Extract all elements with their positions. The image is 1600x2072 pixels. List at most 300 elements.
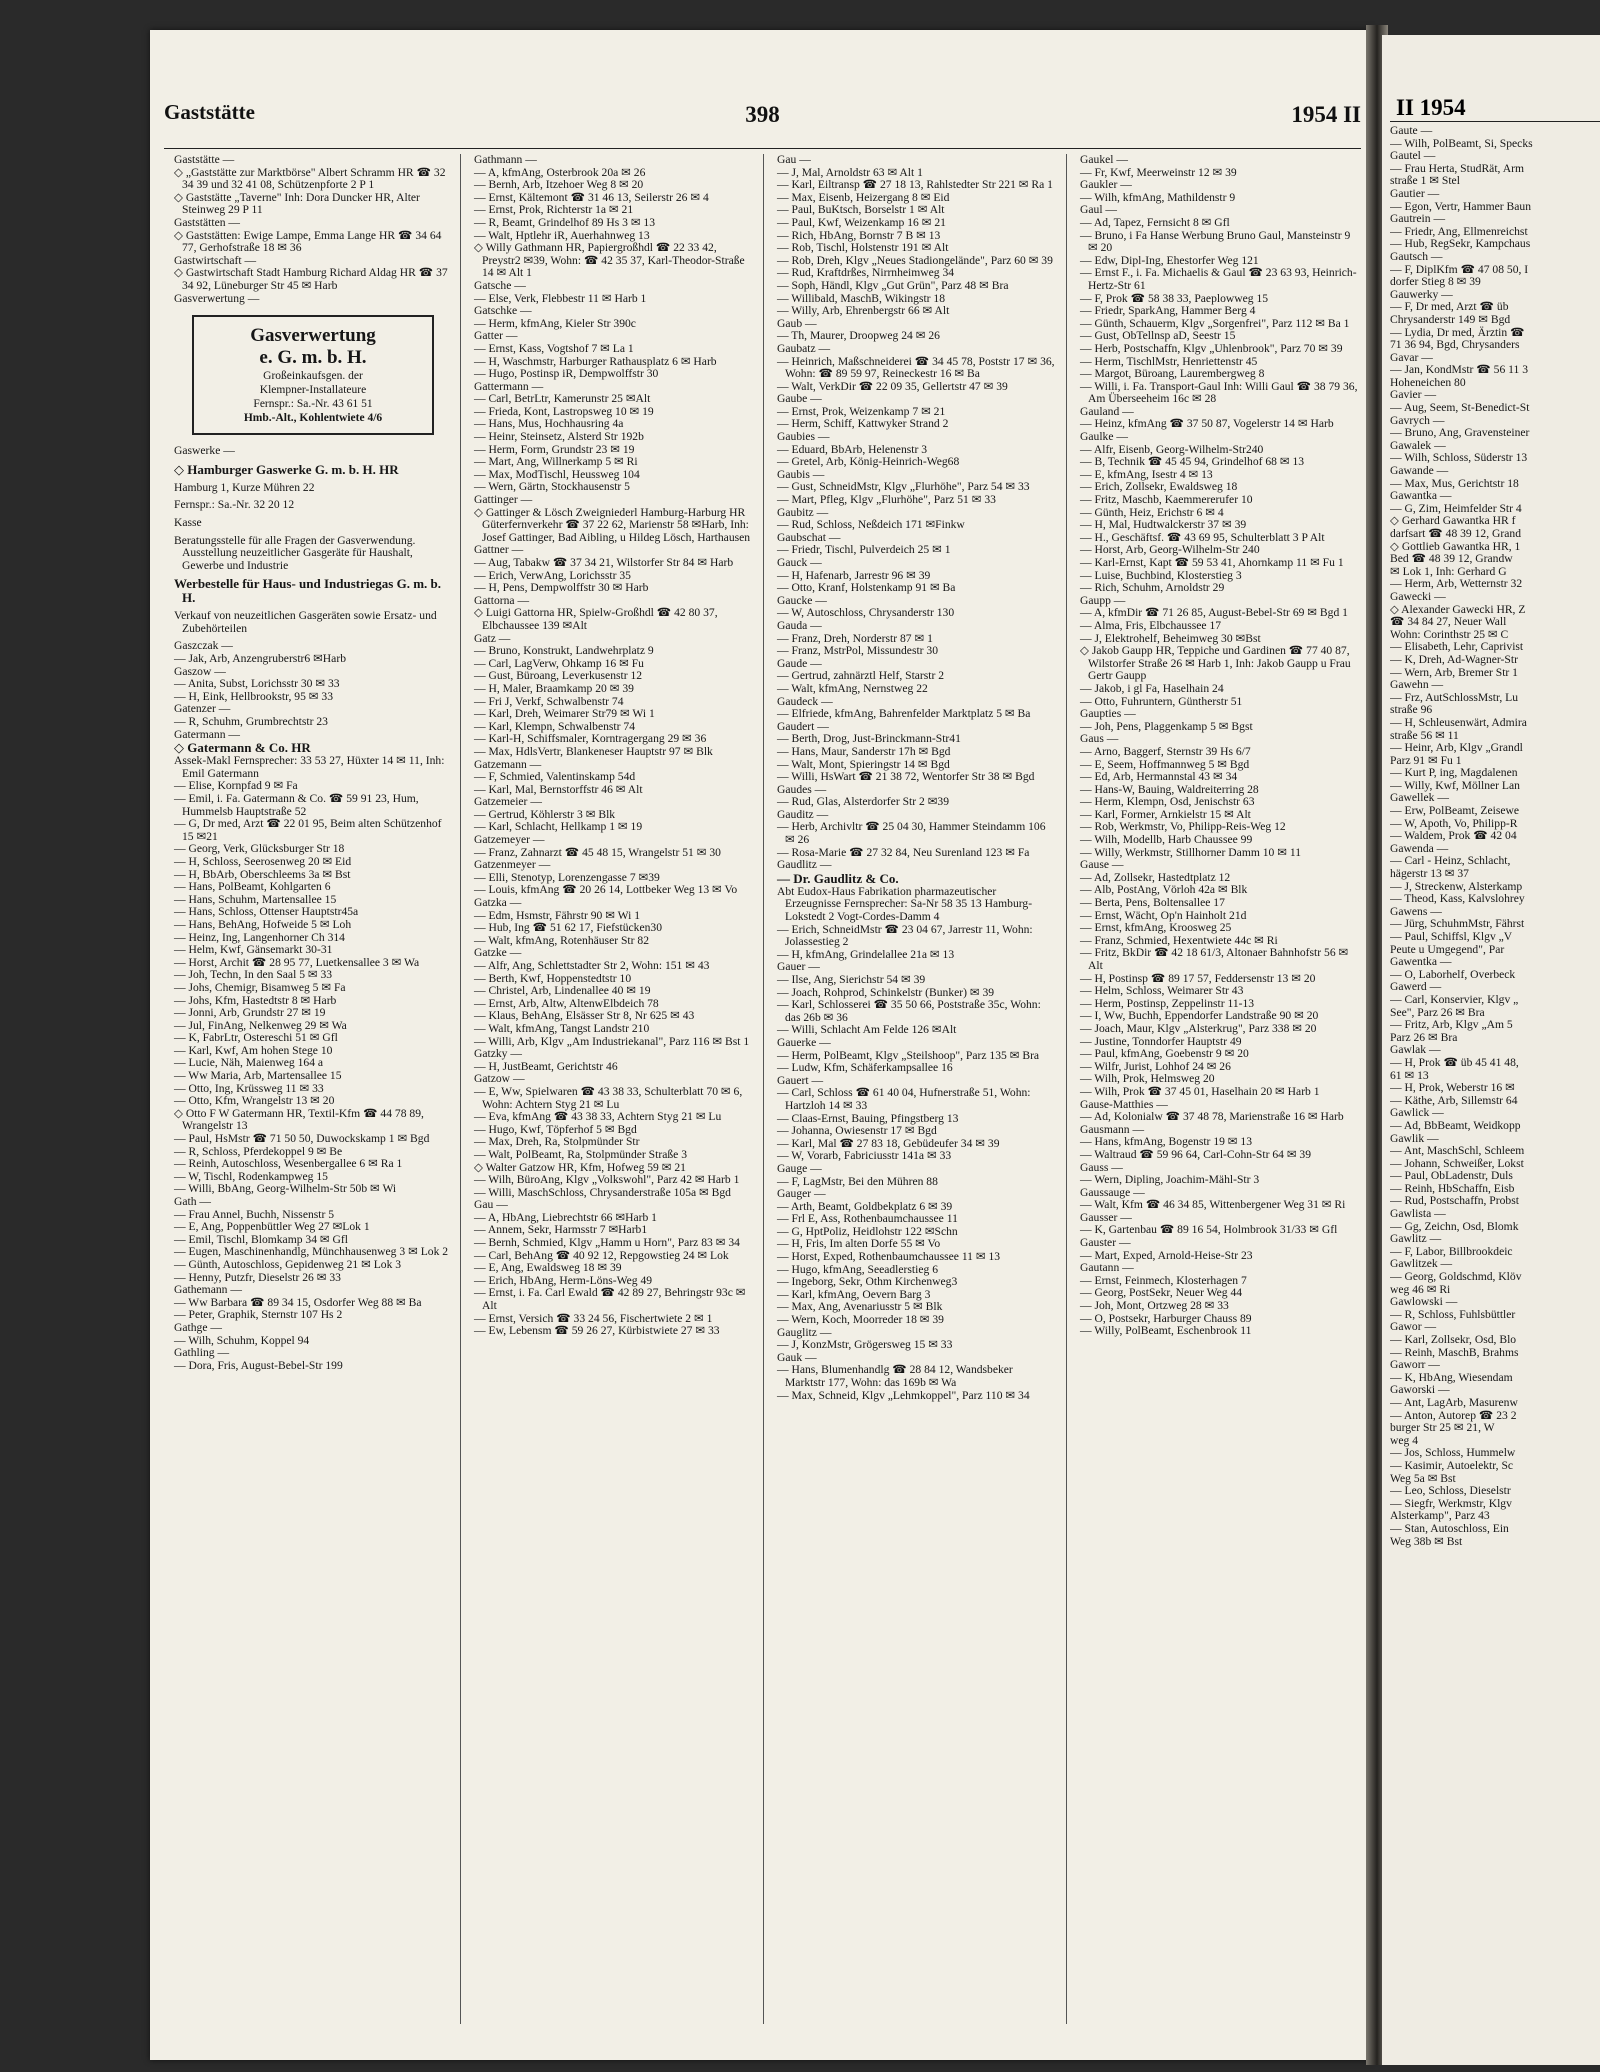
facing-entry: Gawor — (1390, 1320, 1437, 1334)
surname-heading: Gaubitz — (777, 505, 829, 519)
directory-entry: — H, Maler, Braamkamp 20 ✉ 39 (474, 681, 634, 695)
directory-entry: — Günth, Schauerm, Klgv „Sorgenfrei", Parz 112 ✉ Ba 1 (1080, 316, 1350, 330)
directory-entry: ◇ Otto F W Gatermann HR, Textil-Kfm ☎ 44 78 89, Wrangelstr 13 (174, 1106, 424, 1133)
surname-heading: Gatermann — (174, 727, 240, 741)
directory-entry: — Otto, Kfm, Wrangelstr 13 ✉ 20 (174, 1094, 335, 1108)
facing-entry: Gawlick — (1390, 1106, 1444, 1120)
directory-entry: — Joh, Pens, Plaggenkamp 5 ✉ Bgst (1080, 719, 1253, 733)
facing-entry: See", Parz 26 ✉ Bra (1390, 1005, 1485, 1019)
directory-entry: — E, Ang, Ewaldsweg 18 ✉ 39 (474, 1261, 622, 1275)
facing-entry: — Friedr, Ang, Ellmenreichst (1390, 224, 1528, 238)
facing-entry: — Wilh, Schloss, Süderstr 13 (1390, 451, 1528, 465)
surname-heading: Gauerke — (777, 1035, 831, 1049)
surname-heading: Gauditz — (777, 807, 829, 821)
surname-heading: Gaubis — (777, 467, 825, 481)
surname-heading: Gaukel — (1080, 153, 1128, 166)
directory-entry: — Joh, Mont, Ortzweg 28 ✉ 33 (1080, 1299, 1229, 1313)
facing-entry: — Anton, Autorep ☎ 23 2 (1390, 1408, 1517, 1422)
directory-entry: — Emil, Tischl, Blomkamp 34 ✉ Gfl (174, 1232, 348, 1246)
directory-entry: — Reinh, Autoschloss, Wesenbergallee 6 ✉ Ra 1 (174, 1157, 403, 1171)
ad-line4: Hmb.-Alt., Kohlentwiete 4/6 (243, 412, 383, 425)
directory-entry: — Max, Eisenb, Heizergang 8 ✉ Eid (777, 190, 950, 204)
directory-entry: ◇ Gaststätten: Ewige Lampe, Emma Lange HR ☎ 34 64 77, Gerhofstraße 18 ✉ 36 (174, 228, 442, 255)
surname-heading: Gauck — (777, 556, 822, 569)
facing-entry: Gawellek — (1390, 791, 1449, 805)
surname-heading: Gau — (474, 1198, 508, 1212)
directory-entry: Werbestelle für Haus- und Industriegas G. m. b. H. (174, 576, 442, 606)
surname-heading: Gathmann — (474, 153, 537, 166)
directory-entry: — Gust, SchneidMstr, Klgv „Flurhöhe", Parz 54 ✉ 33 (777, 480, 1030, 494)
directory-entry: — Rud, Kraftdrßes, Nirrnheimweg 34 (777, 266, 955, 280)
directory-entry: — Elli, Stenotyp, Lorenzengasse 7 ✉39 (474, 870, 660, 884)
facing-entry: Gavrych — (1390, 413, 1445, 427)
surname-heading: Gaubatz — (777, 341, 831, 355)
surname-heading: Gaudert — (777, 719, 829, 733)
surname-heading: Gathemann — (174, 1283, 242, 1297)
directory-entry: — Eva, kfmAng ☎ 43 38 33, Achtern Styg 21 ✉ Lu (474, 1110, 722, 1124)
directory-entry: — Fri J, Verkf, Schwalbenstr 74 (474, 694, 624, 708)
directory-entry: — Fr, Kwf, Meerweinstr 12 ✉ 39 (1080, 165, 1237, 179)
surname-heading: Gatzke — (474, 946, 522, 960)
directory-entry: — Ernst, Kass, Vogtshof 7 ✉ La 1 (474, 341, 634, 355)
directory-entry: — Herm, Postinsp, Zeppelinstr 11-13 (1080, 996, 1255, 1010)
directory-entry: — Walt, kfmAng, Nernstweg 22 (777, 681, 928, 695)
surname-heading: Gauda — (777, 618, 822, 632)
surname-heading: Gaudes — (777, 782, 827, 796)
directory-entry: — E, Ang, Poppenbüttler Weg 27 ✉Lok 1 (174, 1220, 370, 1234)
directory-entry: — Walt, VerkDir ☎ 22 09 35, Gellertstr 47 ✉ 39 (777, 379, 1008, 393)
page-header (164, 100, 1361, 146)
directory-entry: — Walt, Mont, Spieringstr 14 ✉ Bgd (777, 757, 950, 771)
directory-entry: — Günth, Heiz, Erichstr 6 ✉ 4 (1080, 505, 1224, 519)
directory-entry: — Alfr, Ang, Schlettstadter Str 2, Wohn: 151 ✉ 43 (474, 959, 710, 972)
directory-entry: — Claas-Ernst, Bauing, Pfingstberg 13 (777, 1111, 959, 1125)
facing-entry: — O, Laborhelf, Overbeck (1390, 967, 1516, 981)
surname-heading: Gathling — (174, 1346, 230, 1360)
facing-entry: — F, Dr med, Arzt ☎ üb (1390, 300, 1509, 314)
directory-entry: — Bernh, Arb, Itzehoer Weg 8 ✉ 20 (474, 178, 644, 192)
facing-entry: — Johann, Schweißer, Lokst (1390, 1156, 1524, 1170)
facing-entry: Bed ☎ 48 39 12, Grandw (1390, 552, 1513, 566)
surname-heading: Gathge — (174, 1320, 222, 1334)
directory-entry: — Karl, Eiltransp ☎ 27 18 13, Rahlstedter Str 221 ✉ Ra 1 (777, 178, 1053, 192)
surname-heading: Gauster — (1080, 1236, 1131, 1250)
directory-entry: — Johs, Kfm, Hastedtstr 8 ✉ Harb (174, 993, 337, 1007)
facing-entry: — Waldem, Prok ☎ 42 04 (1390, 829, 1517, 843)
directory-entry: Verkauf von neuzeitlichen Gasgeräten sowie Ersatz- und Zubehörteilen (174, 609, 437, 635)
surname-heading: Gaszow — (174, 664, 226, 678)
facing-entry: ☎ 34 84 27, Neuer Wall (1390, 615, 1507, 629)
surname-heading: Gaupp — (1080, 593, 1126, 607)
directory-entry: — Alfr, Eisenb, Georg-Wilhelm-Str240 (1080, 442, 1264, 456)
directory-entry: — Karl, Kwf, Am hohen Stege 10 (174, 1043, 333, 1057)
directory-entry: — Margot, Büroang, Laurembergweg 8 (1080, 367, 1265, 381)
surname-heading: Gautann — (1080, 1261, 1134, 1275)
directory-entry: — Bruno, Konstrukt, Landwehrplatz 9 (474, 644, 654, 658)
facing-entry: Gawerd — (1390, 980, 1442, 994)
facing-entry: Weg 5a ✉ Bst (1390, 1471, 1456, 1485)
facing-entry: — H, Prok ☎ üb 45 41 48, (1390, 1055, 1519, 1069)
facing-entry: — Reinh, MaschB, Brahms (1390, 1345, 1519, 1359)
directory-entry: — R, Schuhm, Grumbrechtstr 23 (174, 715, 328, 729)
directory-entry: — Ernst, Kältemont ☎ 31 46 13, Seilerstr 26 ✉ 4 (474, 190, 709, 204)
directory-entry: — Arno, Baggerf, Sternstr 39 Hs 6/7 (1080, 744, 1251, 758)
directory-entry: — Alb, PostAng, Vörloh 42a ✉ Blk (1080, 883, 1248, 897)
surname-heading: Gaucke — (777, 593, 827, 607)
facing-entry: — J, Streckenw, Alsterkamp (1390, 879, 1523, 893)
directory-entry: — Carl, BetrLtr, Kamerunstr 25 ✉Alt (474, 392, 651, 406)
facing-entry: Gawalek — (1390, 438, 1446, 452)
directory-entry: — Luise, Buchbind, Klosterstieg 3 (1080, 568, 1242, 582)
facing-page (1382, 35, 1600, 2065)
directory-entry: — Hans, Blumenhandlg ☎ 28 84 12, Wandsbeker Marktstr 177, Wohn: das 169b ✉ Wa (777, 1363, 1013, 1389)
directory-entry: — Carl, BehAng ☎ 40 92 12, Repgowstieg 24 ✉ Lok (474, 1248, 729, 1262)
directory-entry: — Max, Dreh, Ra, Stolpmünder Str (474, 1135, 640, 1149)
directory-entry: — Johs, Chemigr, Bisamweg 5 ✉ Fa (174, 980, 346, 994)
facing-entry: — Willy, Kwf, Möllner Lan (1390, 778, 1520, 792)
directory-entry: — Berth, Drog, Just-Brinckmann-Str41 (777, 732, 961, 746)
directory-entry: — Jonni, Arb, Grundstr 27 ✉ 19 (174, 1006, 326, 1020)
facing-entry: Gawehn — (1390, 678, 1444, 692)
directory-entry: — Hans, Schuhm, Martensallee 15 (174, 892, 337, 906)
facing-entry: — Frz, AutSchlossMstr, Lu (1390, 690, 1519, 704)
directory-entry: — Frieda, Kont, Lastropsweg 10 ✉ 19 (474, 404, 654, 418)
surname-heading: Gatzemeyer — (474, 833, 545, 847)
surname-heading: Gauge — (777, 1161, 822, 1175)
directory-entry: — Ad, Kolonialw ☎ 37 48 78, Marienstraße 16 ✉ Harb (1080, 1110, 1344, 1124)
directory-entry: — Wilh, kfmAng, Mathildenstr 9 (1080, 190, 1236, 204)
directory-entry: — Gertrud, Köhlerstr 3 ✉ Blk (474, 807, 616, 821)
directory-entry: — Gust, ObTellnsp aD, Seestr 15 (1080, 329, 1236, 343)
directory-entry: — W, Autoschloss, Chrysanderstr 130 (777, 606, 955, 620)
directory-entry: — J, KonzMstr, Grögersweg 15 ✉ 33 (777, 1338, 953, 1352)
directory-entry: — Ilse, Ang, Sierichstr 54 ✉ 39 (777, 973, 926, 986)
facing-entry: Gawantka — (1390, 489, 1452, 503)
facing-entry: Gautsch — (1390, 249, 1443, 263)
directory-entry: — Karl, Mal ☎ 27 83 18, Gebüdeufer 34 ✉ 39 (777, 1136, 1000, 1150)
surname-heading: Gaude — (777, 656, 822, 670)
directory-entry: — Rob, Werkmstr, Vo, Philipp-Reis-Weg 12 (1080, 820, 1286, 834)
directory-entry: — Ed, Arb, Hermannstal 43 ✉ 34 (1080, 770, 1238, 784)
surname-heading: Gatzemann — (474, 757, 542, 771)
directory-entry: — Ingeborg, Sekr, Othm Kirchenweg3 (777, 1275, 958, 1289)
surname-heading: Gauer — (777, 960, 820, 974)
surname-heading: Gaus — (1080, 732, 1119, 746)
directory-entry: — Emil, i. Fa. Gatermann & Co. ☎ 59 91 23, Hum, Hummelsb Hauptstraße 52 (174, 792, 419, 818)
facing-entry: 71 36 94, Bgd, Chrysanders (1390, 338, 1520, 352)
facing-entry: weg 46 ✉ Ri (1390, 1282, 1451, 1296)
directory-entry: — Georg, PostSekr, Neuer Weg 44 (1080, 1286, 1243, 1300)
facing-entry: — Theod, Kass, Kalvslohrey (1390, 892, 1525, 906)
directory-entry: — Günth, Autoschloss, Gepidenweg 21 ✉ Lok 3 (174, 1257, 402, 1271)
column-2 (474, 154, 752, 1338)
facing-entry: Weg 38b ✉ Bst (1390, 1534, 1463, 1548)
facing-entry: — K, HbAng, Wiesendam (1390, 1370, 1513, 1384)
directory-entry: — K, Gartenbau ☎ 89 16 54, Holmbrook 31/33 ✉ Gfl (1080, 1223, 1338, 1237)
directory-entry: — Edm, Hsmstr, Fährstr 90 ✉ Wi 1 (474, 908, 641, 922)
directory-entry: — Gust, Büroang, Leverkusenstr 12 (474, 669, 643, 683)
column-4 (1080, 154, 1358, 1338)
facing-entry: — Leo, Schloss, Dieselstr (1390, 1484, 1511, 1498)
directory-entry: — Max, Ang, Avenariusstr 5 ✉ Blk (777, 1300, 943, 1314)
facing-entry: Gawlowski — (1390, 1295, 1458, 1309)
directory-entry: — Max, Schneid, Klgv „Lehmkoppel", Parz 110 ✉ 34 (777, 1388, 1030, 1402)
directory-entry: — Walt, Hptlehr iR, Auerhahnweg 13 (474, 228, 650, 242)
directory-entry: — Joach, Maur, Klgv „Alsterkrug", Parz 338 ✉ 20 (1080, 1021, 1317, 1035)
surname-heading: Gauss — (1080, 1160, 1123, 1174)
facing-entry: — W, Apoth, Vo, Philipp-R (1390, 816, 1518, 830)
directory-entry: — J, Elektrohelf, Beheimweg 30 ✉Bst (1080, 631, 1261, 645)
directory-entry: — Lucie, Näh, Maienweg 164 a (174, 1056, 324, 1070)
directory-entry: — Elise, Kornpfad 9 ✉ Fa (174, 779, 298, 793)
directory-entry: — Friedr, SparkAng, Hammer Berg 4 (1080, 304, 1256, 318)
facing-entry: — Rud, Postschaffn, Probst (1390, 1194, 1519, 1208)
facing-entry: Gauwerky — (1390, 287, 1453, 301)
directory-entry: — Franz, Dreh, Norderstr 87 ✉ 1 (777, 631, 933, 645)
directory-entry: — Heinrich, Maßschneiderei ☎ 34 45 78, Poststr 17 ✉ 36, Wohn: ☎ 89 59 97, Reineckestr 16 ✉ Ba (777, 354, 1055, 381)
directory-entry: — Mart, Ang, Willnerkamp 5 ✉ Ri (474, 455, 638, 469)
directory-entry: — Wern, Koch, Moorreder 18 ✉ 39 (777, 1313, 944, 1327)
surname-heading: Gause — (1080, 858, 1124, 872)
surname-heading: Gauland — (1080, 404, 1134, 418)
directory-entry: — B, Technik ☎ 45 45 94, Grindelhof 68 ✉ 13 (1080, 455, 1305, 469)
facing-entry: — Ant, LagArb, Masurenw (1390, 1395, 1518, 1409)
directory-entry: Assek-Makl Fernsprecher: 33 53 27, Hüxter 14 ✉ 11, Inh: Emil Gatermann (174, 754, 445, 780)
directory-entry: — Ernst, kfmAng, Kroosweg 25 (1080, 921, 1232, 935)
directory-entry: — Hans, Mus, Hochhausring 4a (474, 417, 624, 431)
facing-entry: — Hub, RegSekr, Kampchaus (1390, 237, 1531, 251)
surname-heading: Gaswerke — (174, 444, 235, 458)
surname-heading: Gaul — (1080, 203, 1118, 217)
facing-page-header: II 1954 (1396, 95, 1466, 120)
facing-entry: Alsterkamp", Parz 43 (1390, 1509, 1490, 1523)
directory-entry: — Frl E, Ass, Rothenbaumchaussee 11 (777, 1212, 958, 1226)
surname-heading: Gattermann — (474, 379, 544, 393)
facing-entry: Gavier — (1390, 388, 1437, 402)
directory-entry: — Berta, Pens, Boltensallee 17 (1080, 896, 1225, 910)
directory-entry: — H, Postinsp ☎ 89 17 57, Feddersenstr 13 ✉ 20 (1080, 971, 1316, 985)
directory-entry: — Franz, Zahnarzt ☎ 45 48 15, Wrangelstr 51 ✉ 30 (474, 845, 721, 859)
directory-entry: — H, Waschmstr, Harburger Rathausplatz 6 ✉ Harb (474, 354, 717, 368)
surname-heading: Gatenzer — (174, 702, 231, 716)
directory-entry: — Hans, BehAng, Hofweide 5 ✉ Loh (174, 917, 352, 931)
page-number: 398 (745, 102, 780, 127)
surname-heading: Gausmann — (1080, 1122, 1145, 1136)
directory-entry: — Otto, Fuhruntern, Güntherstr 51 (1080, 694, 1243, 708)
directory-entry: — E, Seem, Hoffmannweg 5 ✉ Bgd (1080, 757, 1250, 771)
facing-entry: Hoheneichen 80 (1390, 375, 1466, 389)
directory-entry: — Walt, kfmAng, Tangst Landstr 210 (474, 1021, 650, 1035)
directory-entry: — Rud, Schloss, Neßdeich 171 ✉Finkw (777, 518, 965, 532)
ad-line1: Großeinkaufsgen. der (263, 370, 363, 383)
directory-entry: — Rud, Glas, Alsterdorfer Str 2 ✉39 (777, 795, 950, 809)
directory-entry: — Ernst, Prok, Richterstr 1a ✉ 21 (474, 203, 634, 217)
directory-entry: — Th, Maurer, Droopweg 24 ✉ 26 (777, 329, 940, 343)
directory-entry: — Rich, Schuhm, Arnoldstr 29 (1080, 581, 1225, 595)
surname-heading: Gaussauge — (1080, 1185, 1145, 1199)
directory-entry: — Heinz, kfmAng ☎ 37 50 87, Vogelerstr 14 ✉ Harb (1080, 417, 1334, 431)
directory-entry: — Ernst, Wächt, Op'n Hainholt 21d (1080, 908, 1247, 922)
facing-entry: Gawlista — (1390, 1207, 1446, 1221)
surname-heading: Gaszczak — (174, 639, 233, 653)
directory-entry: — F, Schmied, Valentinskamp 54d (474, 770, 636, 784)
directory-entry: — Gretel, Arb, König-Heinrich-Weg68 (777, 455, 960, 469)
facing-entry: Gaute — (1390, 125, 1433, 137)
facing-entry: Gawens — (1390, 904, 1442, 918)
directory-entry: ◇ Walter Gatzow HR, Kfm, Hofweg 59 ✉ 21 (474, 1160, 686, 1174)
facing-entry: Gaworski — (1390, 1383, 1450, 1397)
facing-entry: Gaworr — (1390, 1358, 1440, 1372)
directory-entry: — Georg, Verk, Glücksburger Str 18 (174, 842, 345, 856)
directory-entry: Abt Eudox-Haus Fabrikation pharmazeutischer Erzeugnisse Fernsprecher: Sa-Nr 58 35 13 Hamburg-Lokstedt 2 Vogt-Cordes-Damm 4 (777, 884, 1033, 924)
directory-entry: — Willy, Arb, Ehrenbergstr 66 ✉ Alt (777, 304, 950, 318)
facing-entry: Chrysanderstr 149 ✉ Bgd (1390, 312, 1511, 326)
facing-entry: — H, Schleusenwärt, Admira (1390, 715, 1527, 729)
facing-entry: straße 1 ✉ Stel (1390, 174, 1460, 188)
directory-entry: — Ww Barbara ☎ 89 34 15, Osdorfer Weg 88 ✉ Ba (174, 1295, 422, 1309)
directory-entry: — Frau Annel, Buchh, Nissenstr 5 (174, 1207, 335, 1221)
directory-entry: — Herb, Postschaffn, Klgv „Uhlenbrook", Parz 70 ✉ 39 (1080, 341, 1343, 355)
directory-entry: — O, Postsekr, Harburger Chauss 89 (1080, 1311, 1252, 1325)
surname-heading: Gattinger — (474, 493, 533, 507)
facing-entry: Gautel — (1390, 149, 1436, 163)
directory-entry: ◇ Luigi Gattorna HR, Spielw-Großhdl ☎ 42 80 37, Elbchaussee 139 ✉Alt (474, 606, 718, 632)
directory-entry: — Karl, Schlacht, Hellkamp 1 ✉ 19 (474, 820, 643, 834)
advertisement-box (192, 315, 434, 435)
directory-entry: — Karl, kfmAng, Oevern Barg 3 (777, 1287, 931, 1301)
facing-entry: — Gg, Zeichn, Osd, Blomk (1390, 1219, 1519, 1233)
directory-entry: — Heinr, Steinsetz, Alsterd Str 192b (474, 430, 644, 444)
facing-entry: 61 ✉ 13 (1390, 1068, 1429, 1082)
directory-page (150, 30, 1375, 2060)
directory-entry: — Waltraud ☎ 59 96 64, Carl-Cohn-Str 64 ✉ 39 (1080, 1147, 1312, 1161)
facing-entry: — Lydia, Dr med, Ärztin ☎ (1390, 325, 1525, 339)
directory-entry: — A, kfmDir ☎ 71 26 85, August-Bebel-Str 69 ✉ Bgd 1 (1080, 606, 1348, 620)
surname-heading: Gausser — (1080, 1210, 1132, 1224)
ad-title2: e. G. m. b. H. (259, 347, 367, 369)
directory-entry: — Karl, Mal, Bernstorffstr 46 ✉ Alt (474, 782, 643, 796)
directory-entry: ◇ Gastwirtschaft Stadt Hamburg Richard Aldag HR ☎ 37 34 92, Lüneburger Str 45 ✉ Harb (174, 266, 448, 292)
directory-entry: — Paul, Kwf, Weizenkamp 16 ✉ 21 (777, 215, 946, 229)
surname-heading: Gauert — (777, 1073, 824, 1087)
facing-entry: Parz 26 ✉ Bra (1390, 1030, 1458, 1044)
directory-entry: — Elfriede, kfmAng, Bahrenfelder Marktplatz 5 ✉ Ba (777, 707, 1031, 721)
surname-heading: Gattorna — (474, 593, 530, 607)
facing-entry: — Siegfr, Werkmstr, Klgv (1390, 1496, 1512, 1510)
directory-entry: — Walt, kfmAng, Rotenhäuser Str 82 (474, 933, 649, 947)
directory-entry: — Herm, TischlMstr, Henriettenstr 45 (1080, 354, 1258, 368)
facing-entry: Gawlak — (1390, 1043, 1441, 1057)
directory-entry: — W, Vorarb, Fabriciusstr 141a ✉ 33 (777, 1149, 952, 1163)
directory-entry: — Willi, Arb, Klgv „Am Industriekanal", Parz 116 ✉ Bst 1 (474, 1034, 750, 1048)
facing-entry: — Paul, ObLadenstr, Duls (1390, 1169, 1513, 1183)
directory-entry: — Ernst, Feinmech, Klosterhagen 7 (1080, 1273, 1247, 1287)
facing-entry: ◇ Gottlieb Gawantka HR, 1 (1390, 539, 1521, 553)
directory-entry: — Gertrud, zahnärztl Helf, Starstr 2 (777, 669, 945, 683)
directory-entry: — Paul, HsMstr ☎ 71 50 50, Duwockskamp 1 ✉ Bgd (174, 1132, 430, 1146)
directory-entry: — Eduard, BbArb, Helenenstr 3 (777, 442, 928, 456)
directory-entry: — Alma, Fris, Elbchaussee 17 (1080, 618, 1222, 632)
directory-entry: — Willi, i. Fa. Transport-Gaul Inh: Willi Gaul ☎ 38 79 36, Am Überseeheim 16c ✉ 28 (1080, 379, 1358, 406)
surname-heading: Gatzenmeyer — (474, 858, 551, 872)
directory-entry: — Franz, MstrPol, Missundestr 30 (777, 644, 939, 658)
facing-entry: Gawlik — (1390, 1131, 1439, 1145)
directory-entry: — Eugen, Maschinenhandlg, Münchhausenweg 3 ✉ Lok 2 (174, 1245, 449, 1259)
surname-heading: Gaulke — (1080, 430, 1128, 444)
directory-entry: — Willi, BbAng, Georg-Wilhelm-Str 50b ✉ Wi (174, 1182, 397, 1196)
facing-entry: — Ant, MaschSchl, Schleem (1390, 1144, 1525, 1158)
surname-heading: Gatschke — (474, 304, 532, 318)
facing-entry: — Wern, Arb, Bremer Str 1 (1390, 665, 1518, 679)
directory-entry: — Bernh, Schmied, Klgv „Hamm u Horn", Parz 83 ✉ 34 (474, 1236, 740, 1250)
directory-entry: — Ernst, Versich ☎ 33 24 56, Fischertwiete 2 ✉ 1 (474, 1311, 713, 1325)
surname-heading: Gaubschat — (777, 530, 841, 544)
directory-entry: — Willibald, MaschB, Wikingstr 18 (777, 291, 946, 305)
directory-entry: — Jak, Arb, Anzengruberstr6 ✉Harb (174, 652, 346, 666)
surname-heading: Gaub — (777, 316, 817, 330)
directory-entry: — Klaus, BehAng, Elsässer Str 8, Nr 625 ✉ 43 (474, 1009, 695, 1023)
facing-entry: — Heinr, Arb, Klgv „Grandl (1390, 741, 1523, 755)
facing-entry: — Kurt P, ing, Magdalenen (1390, 766, 1518, 780)
directory-entry: ◇ Gaststätte „Taverne" Inh: Dora Duncker HR, Alter Steinweg 29 P 11 (174, 190, 420, 217)
facing-entry: — F, DiplKfm ☎ 47 08 50, I (1390, 262, 1529, 276)
directory-entry: — Otto, Ing, Krüssweg 11 ✉ 33 (174, 1081, 324, 1095)
directory-entry: — Herm, Schiff, Kattwyker Strand 2 (777, 417, 949, 431)
directory-entry: — H, Mal, Hudtwalckerstr 37 ✉ 39 (1080, 518, 1247, 532)
facing-entry: — Reinh, HbSchaffn, Eisb (1390, 1181, 1515, 1195)
directory-entry: — Ernst, Prok, Weizenkamp 7 ✉ 21 (777, 404, 946, 418)
facing-entry: Gavar — (1390, 350, 1433, 364)
directory-entry: — Karl, Klempn, Schwalbenstr 74 (474, 719, 635, 733)
year-volume: 1954 II (1291, 102, 1361, 127)
directory-entry: — Willi, HsWart ☎ 21 38 72, Wentorfer Str 38 ✉ Bgd (777, 770, 1035, 784)
directory-entry: — F, Prok ☎ 58 38 33, Paeplowweg 15 (1080, 291, 1269, 305)
directory-entry: — Else, Verk, Flebbestr 11 ✉ Harb 1 (474, 291, 647, 305)
directory-entry: — Wilh, Prok, Helmsweg 20 (1080, 1072, 1215, 1086)
directory-entry: — Erich, Zollsekr, Ewaldsweg 18 (1080, 480, 1238, 494)
directory-entry: — Wilh, Schuhm, Koppel 94 (174, 1333, 310, 1347)
facing-entry: — Stan, Autoschloss, Ein (1390, 1521, 1509, 1535)
directory-entry: — Soph, Händl, Klgv „Gut Grün", Parz 48 ✉ Bra (777, 278, 1009, 292)
directory-entry: — H, kfmAng, Grindelallee 21a ✉ 13 (777, 947, 955, 961)
directory-entry: — Joach, Rohprod, Schinkelstr (Bunker) ✉ 39 (777, 985, 995, 999)
directory-entry: — A, HbAng, Liebrechtstr 66 ✉Harb 1 (474, 1210, 657, 1224)
directory-entry: — Ernst F., i. Fa. Michaelis & Gaul ☎ 23 63 93, Heinrich-Hertz-Str 61 (1080, 266, 1357, 292)
facing-entry: — Erw, PolBeamt, Zeisewe (1390, 804, 1520, 818)
facing-entry: hägerstr 13 ✉ 37 (1390, 867, 1469, 881)
directory-entry: — Carl, Schloss ☎ 61 40 04, Hufnerstraße 51, Wohn: Hartzloh 14 ✉ 33 (777, 1086, 1031, 1112)
directory-entry: — Hans, Schloss, Ottenser Hauptstr45a (174, 905, 359, 919)
directory-entry: — Ad, Zollsekr, Hastedtplatz 12 (1080, 870, 1231, 884)
header-rule (164, 148, 1361, 149)
directory-entry: — Walt, Kfm ☎ 46 34 85, Wittenbergener Weg 31 ✉ Ri (1080, 1198, 1346, 1212)
facing-entry: — Bruno, Ang, Gravensteiner (1390, 426, 1530, 440)
facing-entry: Gautrein — (1390, 212, 1446, 226)
surname-heading: Gauk — (777, 1350, 817, 1364)
directory-entry: — Ernst, Arb, Altw, AltenwElbdeich 78 (474, 996, 659, 1010)
directory-entry: — Franz, Schmied, Hexentwiete 44c ✉ Ri (1080, 933, 1278, 947)
directory-entry: — Willi, Schlacht Am Felde 126 ✉Alt (777, 1023, 957, 1037)
facing-entry: darfsart ☎ 48 39 12, Grand (1390, 527, 1521, 540)
surname-heading: Kasse (174, 515, 202, 529)
directory-entry: — Hans, kfmAng, Bogenstr 19 ✉ 13 (1080, 1135, 1253, 1149)
directory-entry: — Rob, Dreh, Klgv „Neues Stadiongelände", Parz 60 ✉ 39 (777, 253, 1053, 267)
directory-entry: — Rich, HbAng, Bornstr 7 B ✉ 13 (777, 228, 941, 242)
directory-entry: — Karl-H, Schiffsmaler, Korntragergang 29 ✉ 36 (474, 732, 707, 746)
section-title: Gaststätte (164, 100, 255, 124)
facing-entry: — Egon, Vertr, Hammer Baun (1390, 199, 1531, 213)
directory-entry: — H, BbArb, Oberschleems 3a ✉ Bst (174, 867, 351, 881)
